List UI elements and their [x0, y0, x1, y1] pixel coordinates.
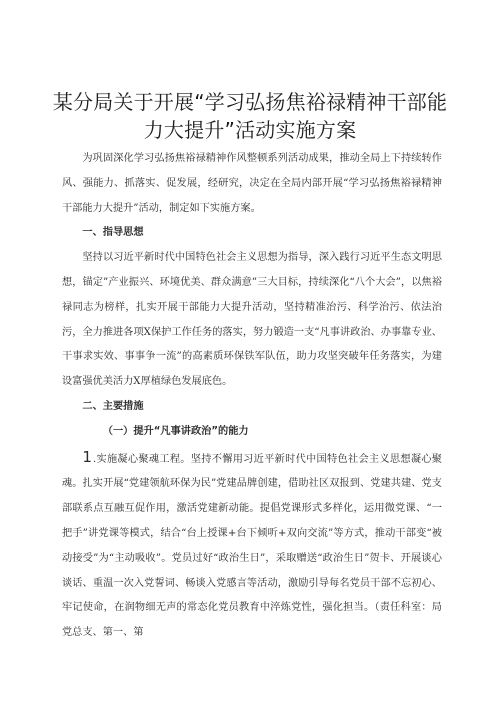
document-body: [62, 147, 442, 646]
subsection-heading-political-ability: （一）提升“凡事讲政治”的能力: [102, 425, 249, 437]
measure-item-text: .实施凝心聚魂工程。坚持不懈用习近平新时代中国特色社会主义思想凝心聚魂。扎实开展“党建领航环保为民”党建品牌创建，借助社区双报到、党建共建、党支部联系点互融互促作用，激活党建新动能。提倡党课形式多样化，运用微党课、“一把手”讲党课等模式，结合“台上授课+台下倾听+双向交流”等方式，推动干部变“被动接受”为“主动吸收”。党员过好“政治生日”，采取赠送“政治生日”贺卡、开展谈心谈话、重温一次入党誓词、畅谈入党感言等活动，激励引导每名党员干部不忘初心、牢记使命，在润物细无声的常态化党员教育中淬炼党性，强化担当。（责任科室：局党总支、第一、第: [62, 453, 442, 639]
section-heading-guiding-ideology: 一、指导思想: [82, 227, 144, 239]
guiding-ideology-paragraph: 坚持以习近平新时代中国特色社会主义思想为指导，深入践行习近平生态文明思想，锚定”产业振兴、环境优美、群众满意”三大目标，持续深化“八个大会”，以焦裕禄同志为榜样，扎实开展干部能力大提升活动，坚持精准治污、科学治污、依法治污，全力推进各项X保护工作任务的落实，努力锻造一支“凡事讲政治、办事靠专业、干事求实效、事事争一流”的高素质环保铁军队伍，助力攻坚突破年任务落实，为建设富强优美活力X厚植绿色发展底色。: [62, 252, 442, 388]
section-heading-main-measures: 二、主要措施: [82, 400, 144, 412]
intro-paragraph: 为巩固深化学习弘扬焦裕禄精神作风整顿系列活动成果，推动全局上下持续转作风、强能力、抓落实、促发展，经研究，决定在全局内部开展“学习弘扬焦裕禄精神干部能力大提升”活动，制定如下实施方案。: [62, 153, 442, 214]
measure-item-1: [62, 445, 442, 646]
document-title-line-2: 力大提升”活动实施方案: [143, 118, 357, 142]
document-title-line-1: 某分局关于开展“学习弘扬焦裕禄精神干部能: [52, 90, 448, 114]
measure-item-number: 1: [82, 447, 92, 466]
